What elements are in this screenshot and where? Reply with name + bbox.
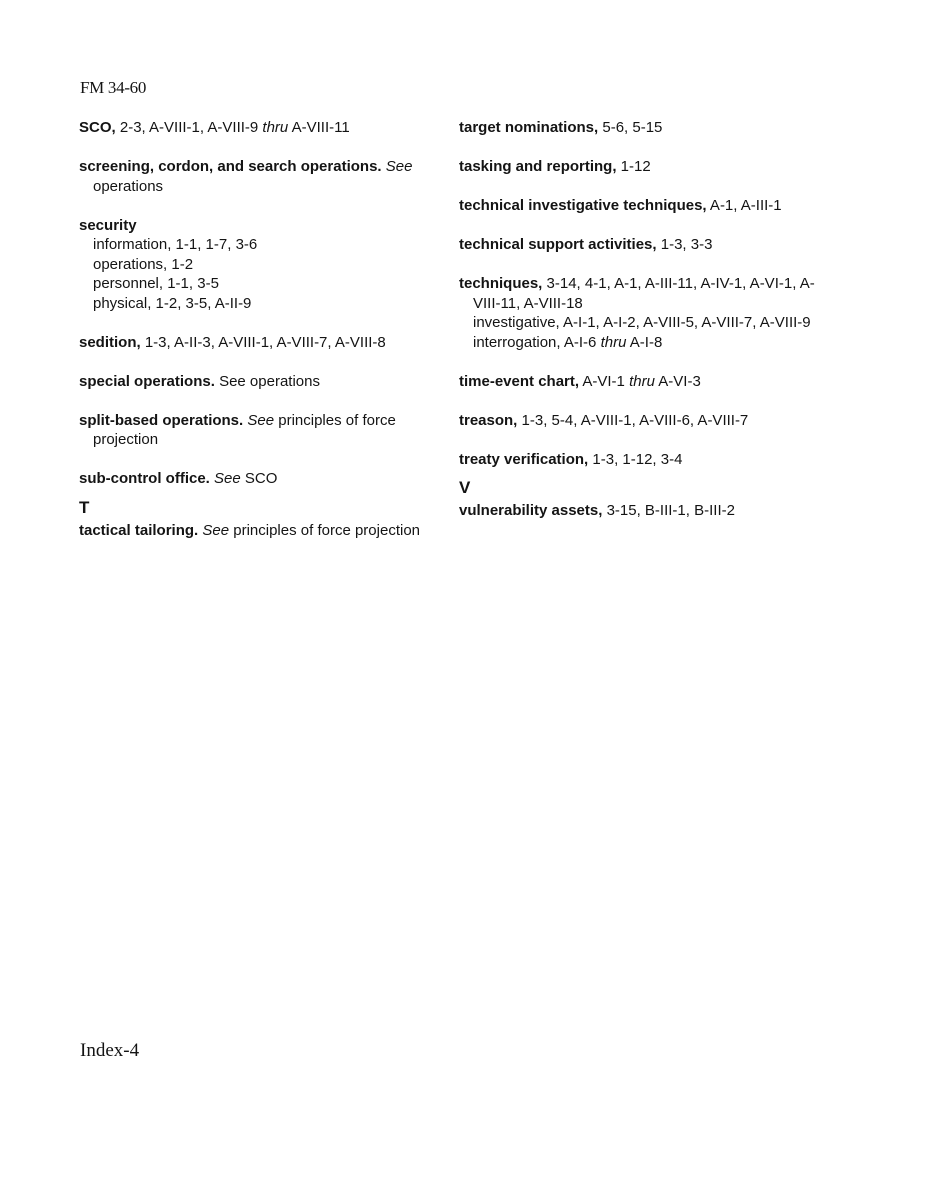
index-entry-sub-control-office xyxy=(79,469,434,489)
index-entry-vulnerability-assets xyxy=(459,501,839,521)
index-refs: A-VI-1 xyxy=(579,372,630,390)
index-column-right xyxy=(459,118,839,540)
index-term: technical support activities, xyxy=(459,236,657,253)
index-entry-screening xyxy=(79,157,434,196)
running-head: FM 34-60 xyxy=(80,78,147,97)
index-subentry: information, 1-1, 1-7, 3-6 xyxy=(93,236,258,253)
index-term: technical investigative techniques, xyxy=(459,197,707,214)
index-refs: 5-6, 5-15 xyxy=(598,119,663,136)
index-column-left xyxy=(79,118,434,560)
index-refs: 3-15, B-III-1, B-III-2 xyxy=(602,502,735,519)
index-entry-sco xyxy=(79,118,434,138)
index-term: SCO, xyxy=(79,119,116,136)
index-refs: 1-3, 3-3 xyxy=(656,236,713,253)
index-term: sub-control office. xyxy=(79,470,210,487)
index-refs: 1-3, A-II-3, A-VIII-1, A-VIII-7, A-VIII-8 xyxy=(140,333,386,351)
page-number: Index-4 xyxy=(80,1040,140,1061)
index-refs: A-I-8 xyxy=(626,333,663,351)
index-term: treason, xyxy=(459,411,518,429)
index-term: screening, cordon, and search operations. xyxy=(79,158,382,175)
index-term: vulnerability assets, xyxy=(459,502,603,519)
index-entry-technical-investigative xyxy=(459,196,839,216)
index-term: target nominations, xyxy=(459,119,599,136)
thru-word: thru xyxy=(262,119,289,136)
index-subentry: physical, 1-2, 3-5, A-II-9 xyxy=(93,294,252,312)
index-subentry: operations, 1-2 xyxy=(93,255,194,273)
index-term: special operations. xyxy=(79,372,215,390)
index-main-line xyxy=(459,274,839,313)
thru-word: thru xyxy=(600,333,627,351)
index-subentry: investigative, A-I-1, A-I-2, A-VIII-5, A-VIII-7, A-VIII-9 xyxy=(473,314,811,331)
index-term: tactical tailoring. xyxy=(79,521,199,539)
index-entry-treaty-verification xyxy=(459,450,839,470)
index-entry-sedition xyxy=(79,333,434,353)
see-target: principles of force projection xyxy=(229,521,421,539)
see-reference: See xyxy=(219,372,246,390)
index-entry-security xyxy=(79,216,434,314)
see-reference: See xyxy=(202,521,230,539)
index-refs: 2-3, A-VIII-1, A-VIII-9 xyxy=(115,119,263,136)
see-reference: See xyxy=(214,470,241,487)
index-refs: 1-3, 1-12, 3-4 xyxy=(588,450,683,468)
index-refs: 1-12 xyxy=(616,158,651,175)
see-target: SCO xyxy=(240,470,278,487)
index-term: security xyxy=(79,216,137,234)
thru-word: thru xyxy=(629,372,655,390)
index-term: treaty verification, xyxy=(459,450,589,468)
index-entry-treason xyxy=(459,411,839,431)
see-reference: See xyxy=(385,158,413,175)
see-target: operations xyxy=(93,177,164,195)
index-term: sedition, xyxy=(79,333,141,351)
index-entry-tactical-tailoring xyxy=(79,521,434,541)
index-term: split-based operations. xyxy=(79,411,244,429)
index-entry-techniques xyxy=(459,274,839,352)
index-entry-split-based xyxy=(79,411,434,450)
index-refs: A-VI-3 xyxy=(654,372,701,390)
see-target: principles of force projection xyxy=(93,411,396,448)
index-term: tasking and reporting, xyxy=(459,158,617,175)
index-refs: 1-3, 5-4, A-VIII-1, A-VIII-6, A-VIII-7 xyxy=(517,411,749,429)
index-entry-special-operations xyxy=(79,372,434,392)
index-refs: 3-14, 4-1, A-1, A-III-11, A-IV-1, A-VI-1, A-VIII-11, A-VIII-18 xyxy=(473,275,815,312)
index-refs: interrogation, A-I-6 xyxy=(473,333,601,351)
see-reference: See xyxy=(247,411,275,429)
see-target: operations xyxy=(245,372,320,390)
index-subentry xyxy=(459,333,839,353)
index-entry-time-event-chart xyxy=(459,372,839,392)
index-entry-tasking xyxy=(459,157,839,177)
index-refs: A-1, A-III-1 xyxy=(706,197,782,214)
section-letter-v: V xyxy=(459,478,471,497)
section-letter-t: T xyxy=(79,497,90,517)
index-entry-target-nominations xyxy=(459,118,839,138)
index-term: time-event chart, xyxy=(459,372,580,390)
index-refs: A-VIII-11 xyxy=(288,119,350,136)
index-entry-technical-support xyxy=(459,235,839,255)
index-subentry: personnel, 1-1, 3-5 xyxy=(93,275,219,292)
index-term: techniques, xyxy=(459,275,543,292)
